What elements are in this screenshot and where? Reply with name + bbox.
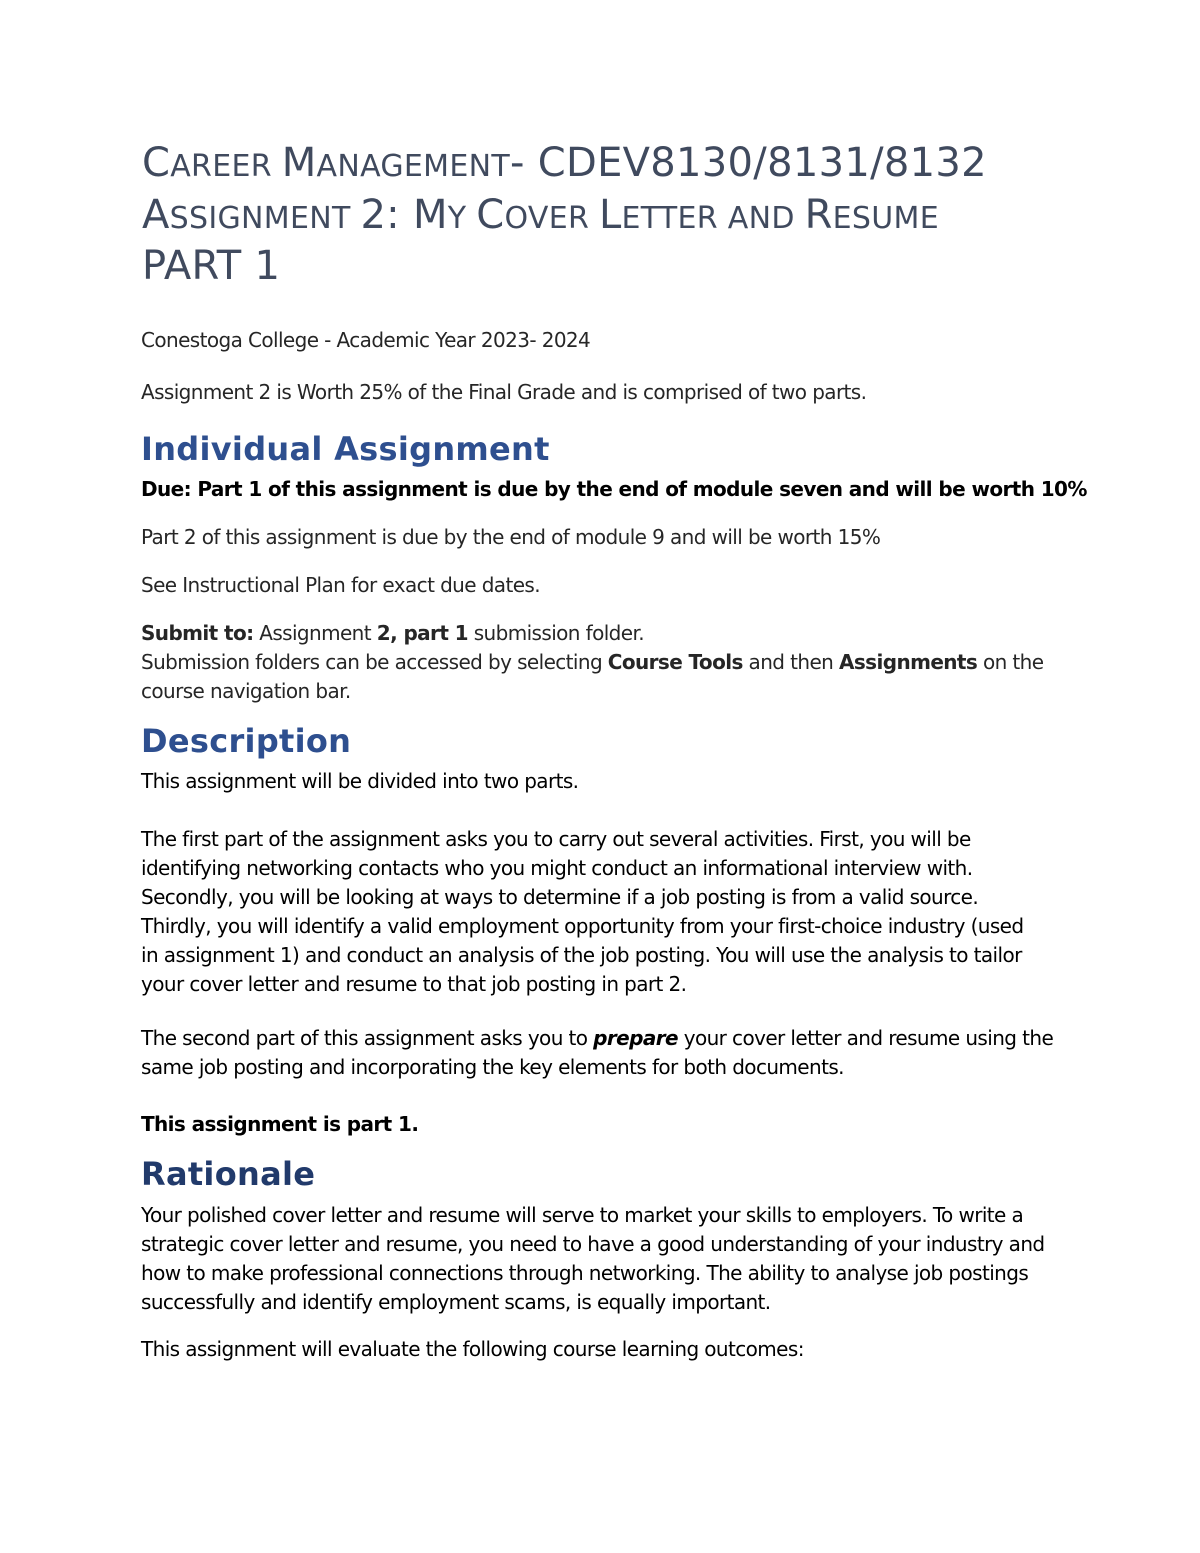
title-line-3: PART 1 <box>142 243 281 289</box>
submit-text: Assignment <box>253 621 377 645</box>
due-line <box>141 475 1087 504</box>
title-text: ETTER AND <box>621 201 805 236</box>
title-text: A <box>142 192 170 238</box>
title-text: 2: M <box>360 192 448 238</box>
part1-note: This assignment is part 1. <box>141 1112 419 1136</box>
folders-text: on the <box>977 650 1044 674</box>
title-text: ESUME <box>832 201 939 236</box>
due-label: Due: <box>141 477 192 501</box>
description-p3-line-1 <box>141 1024 1071 1053</box>
folders-text: Submission folders can be accessed by selecting <box>141 650 608 674</box>
rationale-line: how to make professional connections through networking. The ability to analyse job postings <box>141 1261 1029 1285</box>
folders-assignments: Assignments <box>838 650 978 674</box>
description-p3-line-2: same job posting and incorporating the key elements for both documents. <box>141 1055 844 1079</box>
title-text: L <box>598 192 622 238</box>
description-p3 <box>141 1024 1071 1082</box>
due-text: Part 1 of this assignment is due by the end of module seven and will be worth 10% <box>191 477 1087 501</box>
title-text: Y <box>447 201 477 236</box>
rationale-line: successfully and identify employment scams, is equally important. <box>141 1290 771 1314</box>
college-line: Conestoga College - Academic Year 2023- 2024 <box>141 328 591 352</box>
p3-prepare: prepare <box>593 1026 678 1050</box>
title-text: M <box>281 140 317 186</box>
title-text: SSIGNMENT <box>169 201 361 236</box>
title-text: - CDEV8130/8131/8132 <box>509 140 987 186</box>
p3-text: The second part of this assignment asks you to <box>141 1026 594 1050</box>
heading-individual-assignment: Individual Assignment <box>141 430 550 468</box>
title-text: OVER <box>504 201 599 236</box>
title-text: ANAGEMENT <box>316 149 510 184</box>
rationale-paragraph <box>141 1201 1071 1317</box>
description-p2-line: in assignment 1) and conduct an analysis of the job posting. You will use the analysis to tailor <box>141 943 1022 967</box>
title-text: C <box>142 140 171 186</box>
submit-line <box>141 619 1071 648</box>
description-p2-line: The first part of the assignment asks you to carry out several activities. First, you will be <box>141 827 971 851</box>
description-p2-line: Thirdly, you will identify a valid employment opportunity from your first-choice industry (used <box>141 914 1024 938</box>
see-plan-line: See Instructional Plan for exact due dates. <box>141 573 540 597</box>
rationale-line: strategic cover letter and resume, you need to have a good understanding of your industry and <box>141 1232 1045 1256</box>
description-p2-line: Secondly, you will be looking at ways to determine if a job posting is from a valid source. <box>141 885 979 909</box>
folders-course-tools: Course Tools <box>607 650 743 674</box>
title-line-1 <box>142 140 1102 186</box>
heading-rationale: Rationale <box>141 1155 316 1193</box>
description-p1: This assignment will be divided into two parts. <box>141 769 579 793</box>
title-line-2 <box>142 192 1102 238</box>
description-p4 <box>141 1110 1071 1139</box>
submit-text: submission folder. <box>467 621 645 645</box>
submit-text-bold: 2, part 1 <box>376 621 468 645</box>
p3-text: your cover letter and resume using the <box>677 1026 1054 1050</box>
worth-line: Assignment 2 is Worth 25% of the Final Grade and is comprised of two parts. <box>141 380 867 404</box>
title-text: R <box>804 192 833 238</box>
description-p2-line: your cover letter and resume to that job posting in part 2. <box>141 972 687 996</box>
heading-description: Description <box>141 722 352 760</box>
folders-text: and then <box>742 650 839 674</box>
folders-line-1 <box>141 648 1071 677</box>
title-text: C <box>476 192 505 238</box>
description-p2 <box>141 825 1071 999</box>
title-text: AREER <box>170 149 282 184</box>
folders-line-2: course navigation bar. <box>141 679 351 703</box>
rationale-line: Your polished cover letter and resume will serve to market your skills to employers. To write a <box>141 1203 1024 1227</box>
evaluate-line: This assignment will evaluate the following course learning outcomes: <box>141 1337 804 1361</box>
submit-label: Submit to: <box>141 621 254 645</box>
description-p2-line: identifying networking contacts who you might conduct an informational interview with. <box>141 856 973 880</box>
part2-line: Part 2 of this assignment is due by the end of module 9 and will be worth 15% <box>141 525 881 549</box>
